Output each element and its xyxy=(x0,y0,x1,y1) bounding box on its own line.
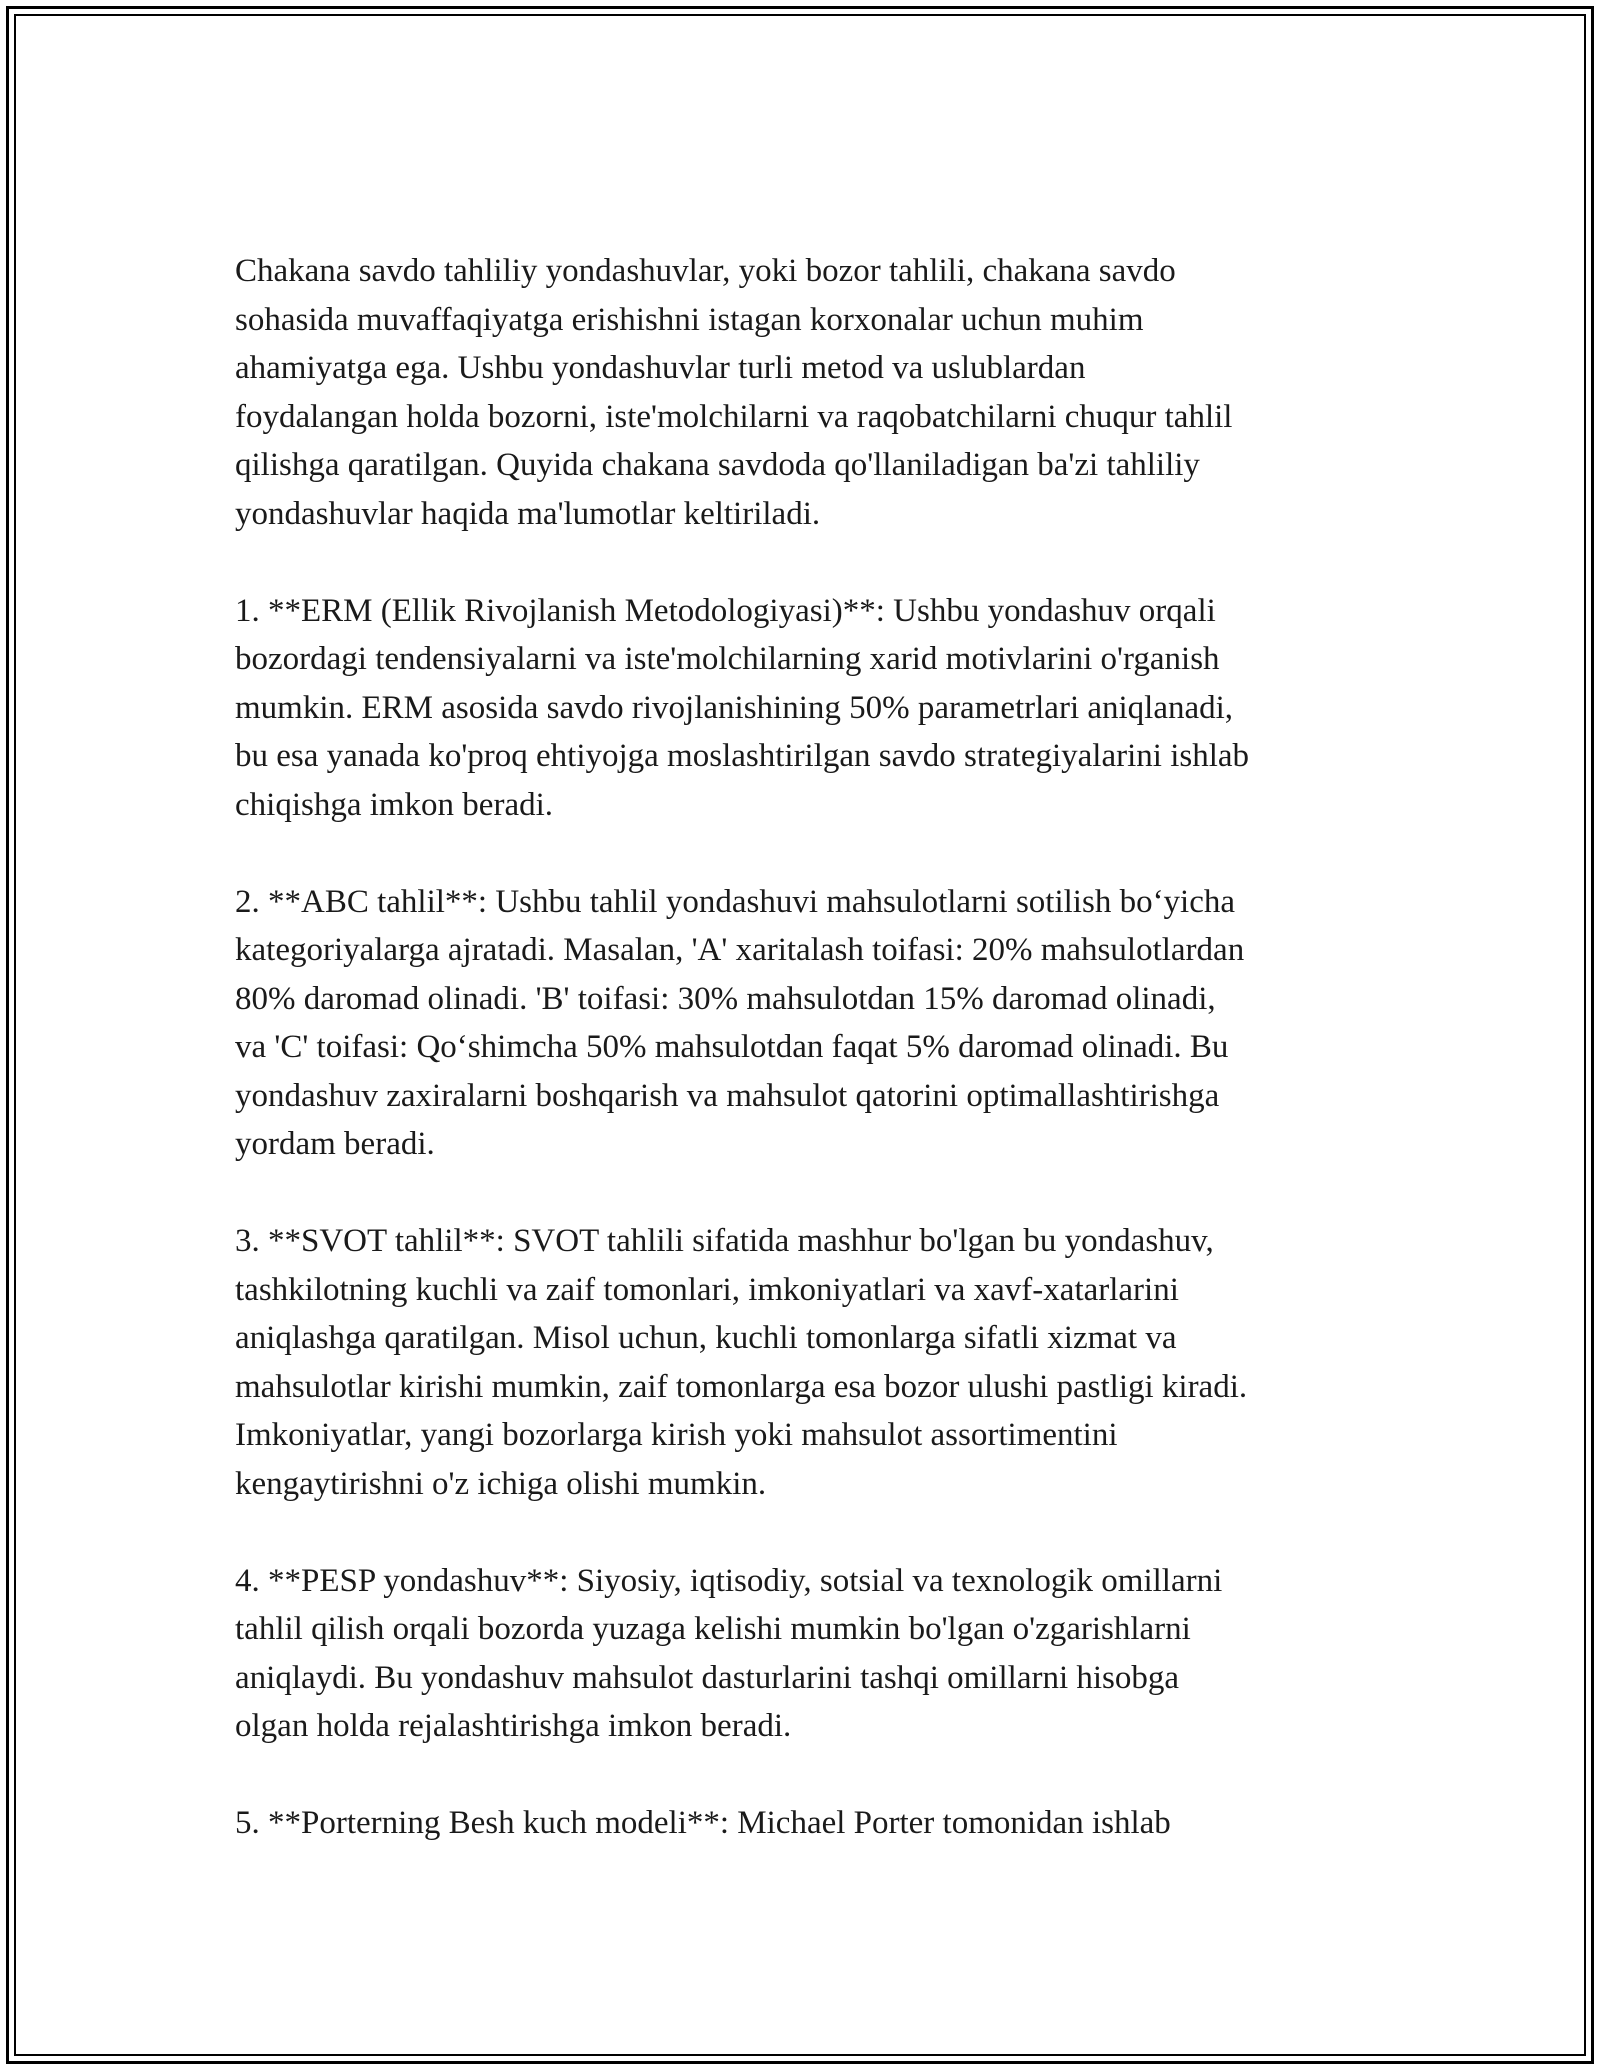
list-item-svot: 3. **SVOT tahlil**: SVOT tahlili sifatida mashhur bo'lgan bu yondashuv, tashkilotning kuchli va zaif tomonlari, imkoniyatlari va xavf-xatarlarini aniqlashga qaratilgan. Misol uchun, kuchli tomonlarga sifatli xizmat va mahsulotlar kirishi mumkin, zaif tomonlarga esa bozor ulushi pastligi kiradi. Imkoniyatlar, yangi bozorlarga kirish yoki mahsulot assortimentini kengaytirishni o'z ichiga olishi mumkin. xyxy=(235,1223,1248,1502)
intro-paragraph: Chakana savdo tahliliy yondashuvlar, yoki bozor tahlili, chakana savdo sohasida muvaffaqiyatga erishishni istagan korxonalar uchun muhim ahamiyatga ega. Ushbu yondashuvlar turli metod va uslublardan foydalangan holda bozorni, iste'molchilarni va raqobatchilarni chuqur tahlil qilishga qaratilgan. Quyida chakana savdoda qo'llaniladigan ba'zi tahliliy yondashuvlar haqida ma'lumotlar keltiriladi. xyxy=(235,253,1233,532)
list-item-porter: 5. **Porterning Besh kuch modeli**: Michael Porter tomonidan ishlab xyxy=(235,1805,1171,1841)
list-item-abc: 2. **ABC tahlil**: Ushbu tahlil yondashuvi mahsulotlarni sotilish bo‘yicha kategoriyalarga ajratadi. Masalan, 'A' xaritalash toifasi: 20% mahsulotlardan 80% daromad olinadi. 'B' toifasi: 30% mahsulotdan 15% daromad olinadi, va 'C' toifasi: Qo‘shimcha 50% mahsulotdan faqat 5% daromad olinadi. Bu yondashuv zaxiralarni boshqarish va mahsulot qatorini optimallashtirishga yordam beradi. xyxy=(235,883,1245,1162)
list-item-erm: 1. **ERM (Ellik Rivojlanish Metodologiyasi)**: Ushbu yondashuv orqali bozordagi tendensiyalarni va iste'molchilarning xarid motivlarini o'rganish mumkin. ERM asosida savdo rivojlanishining 50% parametrlari aniqlanadi, bu esa yanada ko'proq ehtiyojga moslashtirilgan savdo strategiyalarini ishlab chiqishga imkon beradi. xyxy=(235,592,1250,823)
list-item-pesp: 4. **PESP yondashuv**: Siyosiy, iqtisodiy, sotsial va texnologik omillarni tahlil qilish orqali bozorda yuzaga kelishi mumkin bo'lgan o'zgarishlarni aniqlaydi. Bu yondashuv mahsulot dasturlarini tashqi omillarni hisobga olgan holda rejalashtirishga imkon beradi. xyxy=(235,1562,1223,1744)
document-body xyxy=(235,247,1395,1848)
